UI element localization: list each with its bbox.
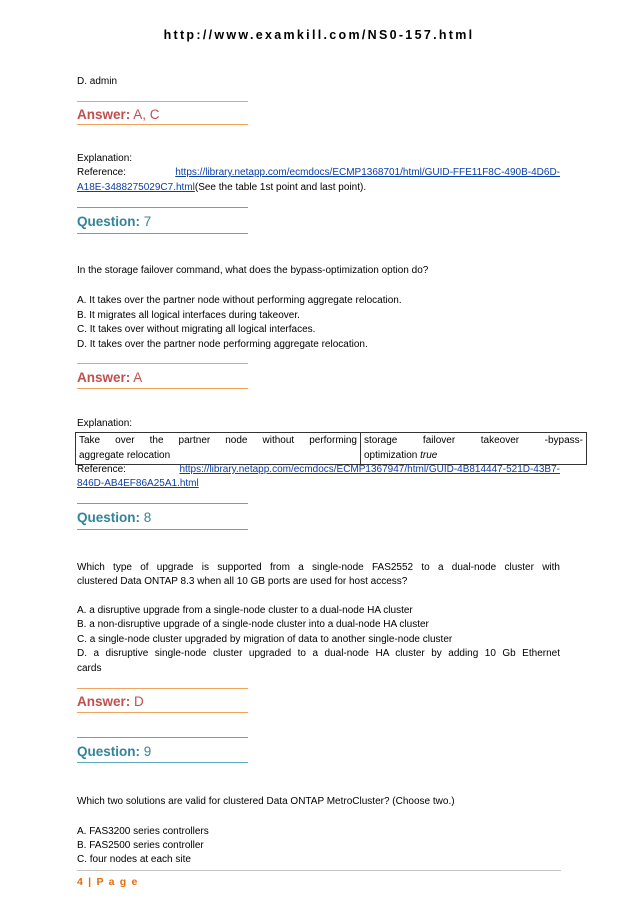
q7-option-d: D. It takes over the partner node performing aggregate relocation. (77, 339, 368, 350)
question-9-text: Which two solutions are valid for clustered Data ONTAP MetroCluster? (Choose two.) (77, 796, 455, 807)
explanation-label: Explanation: (77, 153, 133, 164)
question-9-heading (77, 743, 151, 760)
answer-rule-bottom (77, 388, 248, 389)
reference-link-cont[interactable]: A18E-3488275029C7.html (77, 182, 195, 193)
question-rule-bottom (77, 762, 248, 763)
question-label: Question: (77, 744, 140, 759)
answer-rule-top (77, 101, 248, 102)
header-url[interactable]: http://www.examkill.com/NS0-157.html (163, 28, 475, 42)
table-cell-description: Take over the partner node without performing aggregate relocation (76, 433, 361, 465)
reference-line (77, 463, 560, 478)
answer-6-heading (77, 106, 160, 123)
q8-option-b: B. a non-disruptive upgrade of a single-node cluster into a dual-node HA cluster (77, 619, 429, 630)
q7-option-b: B. It migrates all logical interfaces during takeover. (77, 310, 300, 321)
table-row (76, 433, 587, 465)
q9-option-c: C. four nodes at each site (77, 854, 191, 865)
q8-option-d-cont: cards (77, 663, 102, 674)
question-8-text-line-2: clustered Data ONTAP 8.3 when all 10 GB ports are used for host access? (77, 576, 408, 587)
question-7-heading (77, 213, 151, 230)
reference-line-2 (77, 477, 199, 492)
q8-option-d: D. a disruptive single-node cluster upgraded to a dual-node HA cluster by adding 10 Gb Ethernet (77, 648, 560, 659)
answer-rule-bottom (77, 712, 248, 713)
answer-value: A, C (133, 107, 160, 122)
answer-label: Answer: (77, 694, 131, 709)
answer-value: D (134, 694, 144, 709)
reference-label: Reference: (77, 167, 126, 178)
reference-link[interactable]: https://library.netapp.com/ecmdocs/ECMP1368701/html/GUID-FFE11F8C-490B-4D6D- (175, 167, 560, 178)
answer-7-heading (77, 369, 142, 386)
answer-value: A (133, 370, 143, 385)
question-7-text: In the storage failover command, what does the bypass-optimization option do? (77, 265, 429, 276)
question-rule-top (77, 737, 248, 738)
q8-option-c: C. a single-node cluster upgraded by migration of data to another single-node cluster (77, 634, 453, 645)
reference-line-2 (77, 181, 366, 196)
question-label: Question: (77, 510, 140, 525)
question-8-heading (77, 509, 151, 526)
question-rule-bottom (77, 529, 248, 530)
q7-option-a: A. It takes over the partner node without performing aggregate relocation. (77, 295, 402, 306)
answer-rule-top (77, 363, 248, 364)
reference-link[interactable]: https://library.netapp.com/ecmdocs/ECMP1367947/html/GUID-4B814447-521D-43B7- (179, 464, 560, 475)
table-cell-command: storage failover takeover -bypass- optimization true (361, 433, 587, 465)
question-rule-bottom (77, 233, 248, 234)
footer-separator: | (88, 876, 93, 888)
question-rule-top (77, 207, 248, 208)
reference-link-cont[interactable]: 846D-AB4EF86A25A1.html (77, 478, 199, 489)
answer-8-heading (77, 693, 144, 710)
answer-rule-top (77, 688, 248, 689)
page-number: 4 (77, 876, 85, 888)
q9-option-a: A. FAS3200 series controllers (77, 826, 209, 837)
q9-option-b: B. FAS2500 series controller (77, 840, 204, 851)
answer-label: Answer: (77, 107, 131, 122)
question-8-text-line-1: Which type of upgrade is supported from a single-node FAS2552 to a dual-node cluster with (77, 562, 560, 573)
reference-label: Reference: (77, 464, 126, 475)
question-number: 7 (143, 214, 152, 229)
page-footer (77, 876, 139, 888)
page-word: P a g e (96, 876, 139, 888)
footer-divider (77, 870, 561, 871)
q8-option-a: A. a disruptive upgrade from a single-node cluster to a dual-node HA cluster (77, 605, 413, 616)
reference-note: (See the table 1st point and last point). (194, 182, 367, 193)
question-number: 9 (143, 744, 152, 759)
reference-line (77, 166, 560, 181)
question-number: 8 (143, 510, 152, 525)
explanation-table (75, 432, 587, 465)
answer-rule-bottom (77, 124, 248, 125)
question-rule-top (77, 503, 248, 504)
previous-option-d: D. admin (77, 76, 118, 87)
explanation-label: Explanation: (77, 418, 133, 429)
q7-option-c: C. It takes over without migrating all logical interfaces. (77, 324, 316, 335)
question-label: Question: (77, 214, 140, 229)
answer-label: Answer: (77, 370, 131, 385)
